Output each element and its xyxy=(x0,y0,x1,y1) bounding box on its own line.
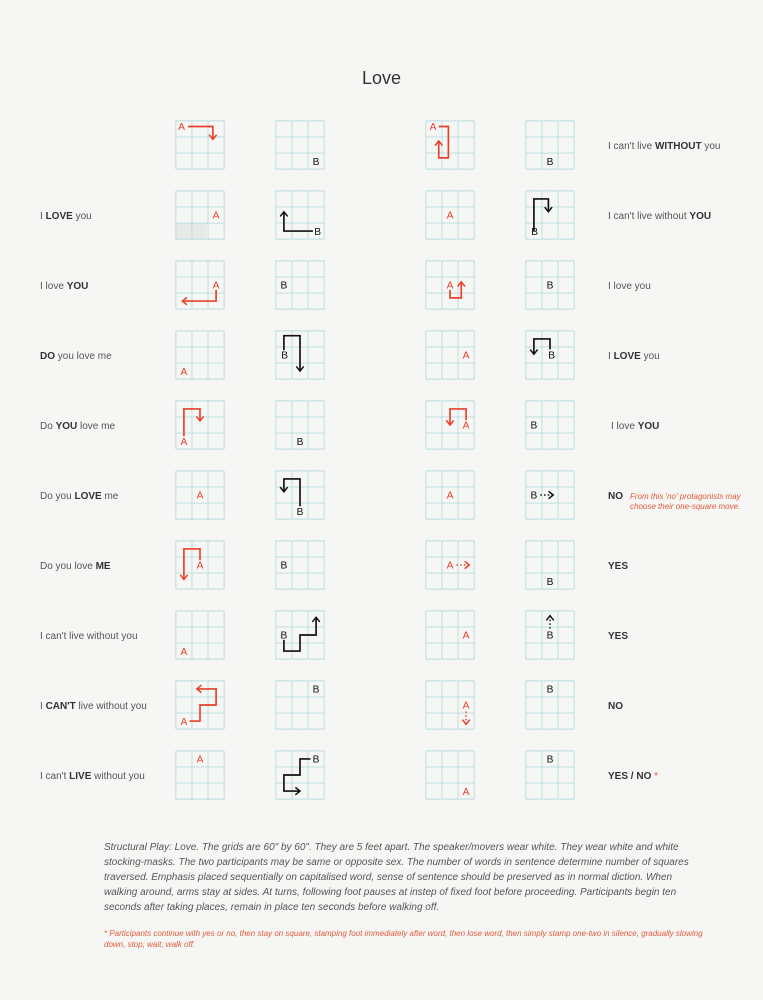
speaker-a-marker: A xyxy=(462,350,470,362)
arrow-head-icon xyxy=(546,616,553,621)
grid-row-1-speaker-b-left xyxy=(274,119,326,171)
grid-row-4-speaker-b-left xyxy=(274,329,326,381)
grid-row-9-speaker-b-left xyxy=(274,679,326,731)
emphasis-word: YOU xyxy=(637,421,660,432)
row-4-left-line xyxy=(40,351,112,362)
grid-row-7-speaker-b-left xyxy=(274,539,326,591)
speaker-a-marker: A xyxy=(180,366,188,378)
row-8-right-line xyxy=(608,631,628,642)
speaker-a-marker: A xyxy=(446,490,454,502)
emphasis-word: YOU xyxy=(689,211,712,222)
grid-row-3-speaker-b-left xyxy=(274,259,326,311)
line-text: I can't xyxy=(40,771,70,782)
speaker-a-marker: A xyxy=(429,122,437,134)
grid-row-8-speaker-a-right xyxy=(424,609,476,661)
speaker-a-marker: A xyxy=(196,560,204,572)
speaker-a-marker: A xyxy=(196,754,204,766)
speaker-a-marker: A xyxy=(180,646,188,658)
row-10-left-line xyxy=(40,771,145,782)
speaker-a-marker: A xyxy=(180,436,188,448)
line-text: me xyxy=(101,491,119,502)
speaker-b-marker: B xyxy=(314,226,322,238)
grid-row-5-speaker-a-right xyxy=(424,399,476,451)
grid-row-10-speaker-a-right xyxy=(424,749,476,801)
arrow-head-icon xyxy=(465,561,470,568)
grid-row-10-speaker-b-right xyxy=(524,749,576,801)
speaker-b-marker: B xyxy=(312,684,320,696)
line-text: you xyxy=(701,141,721,152)
line-text: Do you love xyxy=(40,561,96,572)
grid-row-1-speaker-b-right xyxy=(524,119,576,171)
caption: Structural Play: Love. The grids are 60" by 60". They are 5 feet apart. The speaker/movers wear white. They wear white and white stocking-masks. The two participants may be same or opposite sex. The number of words in sentence determine number of squares traversed. Emphasis placed sequentially on capitalised word, sense of sentence should be preserved as in normal diction. When walking around, arms stay at sides. At turns, following foot pauses at instep of fixed foot before proceeding. Participants begin ten seconds after taking places, remain in place ten seconds before walking off. xyxy=(104,842,689,913)
emphasis-word: LIVE xyxy=(69,771,92,782)
speaker-a-marker: A xyxy=(446,560,454,572)
line-text: love me xyxy=(77,421,116,432)
emphasis-word: YES xyxy=(608,561,629,572)
grid-row-8-speaker-b-right xyxy=(524,609,576,661)
emphasis-word: ME xyxy=(95,561,111,572)
grid-row-9-speaker-b-right xyxy=(524,679,576,731)
row-5-left-line xyxy=(40,421,115,432)
emphasis-word: WITHOUT xyxy=(654,141,702,152)
grid-row-10-speaker-a-left xyxy=(174,749,226,801)
speaker-b-marker: B xyxy=(530,490,538,502)
line-text: Do you xyxy=(40,491,75,502)
path-line xyxy=(284,759,311,791)
emphasis-word: LOVE xyxy=(613,351,641,362)
emphasis-word: YES xyxy=(608,631,629,642)
line-text: live without you xyxy=(75,701,147,712)
footnote: * Participants continue with yes or no, then stay on square, stamping foot immediately after word, then lose word, then simply stamp one-two in silence, gradually slowing down, stop, wait, walk off. xyxy=(104,929,703,949)
speaker-a-marker: A xyxy=(462,420,470,432)
line-text: without you xyxy=(91,771,145,782)
line-text: you love me xyxy=(55,351,112,362)
row-4-right-line xyxy=(608,351,660,362)
grid-row-1-speaker-a-left xyxy=(174,119,226,171)
path-line xyxy=(182,290,216,301)
line-text: I can't live xyxy=(608,141,655,152)
row-9-left-line xyxy=(40,701,147,712)
speaker-b-marker: B xyxy=(548,350,556,362)
speaker-b-marker: B xyxy=(546,754,554,766)
grid-row-6-speaker-b-right xyxy=(524,469,576,521)
grid-row-2-speaker-b-right xyxy=(524,189,576,241)
grid-row-5-speaker-a-left xyxy=(174,399,226,451)
path-line xyxy=(190,689,217,721)
emphasis-word: YOU xyxy=(66,281,89,292)
emphasis-word: NO xyxy=(608,701,623,712)
grid-row-2-speaker-a-left xyxy=(174,189,226,241)
row-3-left-line xyxy=(40,281,88,292)
emphasis-word: CAN'T xyxy=(45,701,76,712)
speaker-b-marker: B xyxy=(296,506,304,518)
row-10-right-line xyxy=(608,771,658,782)
no-move-note: From this 'no' protagonists may choose their one-square move. xyxy=(630,492,741,511)
grid-row-4-speaker-a-left xyxy=(174,329,226,381)
grid-row-4-speaker-a-right xyxy=(424,329,476,381)
line-text: Do xyxy=(40,421,56,432)
emphasis-word: NO xyxy=(608,491,623,502)
line-text: I xyxy=(40,211,46,222)
row-6-left-line xyxy=(40,491,118,502)
speaker-a-marker: A xyxy=(446,210,454,222)
emphasis-word: YOU xyxy=(55,421,78,432)
row-6-right-line xyxy=(608,491,623,502)
row-1-right-line xyxy=(608,141,721,152)
shaded-square xyxy=(176,223,207,239)
speaker-b-marker: B xyxy=(530,420,538,432)
line-text: I love you xyxy=(608,281,651,292)
speaker-b-marker: B xyxy=(280,630,288,642)
row-8-left-line xyxy=(40,631,138,642)
speaker-a-marker: A xyxy=(462,786,470,798)
speaker-b-marker: B xyxy=(281,350,289,362)
grid-row-3-speaker-a-right xyxy=(424,259,476,311)
grid-row-6-speaker-a-left xyxy=(174,469,226,521)
grid-row-1-speaker-a-right xyxy=(424,119,476,171)
speaker-b-marker: B xyxy=(546,280,554,292)
emphasis-word: YES / NO xyxy=(608,771,652,782)
row-2-right-line xyxy=(608,211,711,222)
speaker-b-marker: B xyxy=(296,436,304,448)
grid-row-3-speaker-a-left xyxy=(174,259,226,311)
speaker-b-marker: B xyxy=(531,226,539,238)
grid-row-7-speaker-b-right xyxy=(524,539,576,591)
row-5-right-line xyxy=(611,421,659,432)
line-text: I xyxy=(40,701,46,712)
line-text: I love xyxy=(611,421,638,432)
speaker-a-marker: A xyxy=(446,280,454,292)
grid-row-6-speaker-a-right xyxy=(424,469,476,521)
page-title: Love xyxy=(361,68,402,88)
grid-row-7-speaker-a-left xyxy=(174,539,226,591)
grid-row-3-speaker-b-right xyxy=(524,259,576,311)
speaker-b-marker: B xyxy=(546,576,554,588)
grid-row-9-speaker-a-right xyxy=(424,679,476,731)
line-text: you xyxy=(72,211,92,222)
speaker-b-marker: B xyxy=(280,560,288,572)
grid-row-2-speaker-b-left xyxy=(274,189,326,241)
grid-row-4-speaker-b-right xyxy=(524,329,576,381)
line-text: I can't live without you xyxy=(40,631,138,642)
speaker-b-marker: B xyxy=(280,280,288,292)
speaker-b-marker: B xyxy=(312,156,320,168)
emphasis-word: LOVE xyxy=(45,211,73,222)
emphasis-word: LOVE xyxy=(74,491,102,502)
grid-row-6-speaker-b-left xyxy=(274,469,326,521)
grid-row-8-speaker-b-left xyxy=(274,609,326,661)
grid-row-9-speaker-a-left xyxy=(174,679,226,731)
speaker-b-marker: B xyxy=(546,684,554,696)
speaker-b-marker: B xyxy=(312,754,320,766)
grid-row-2-speaker-a-right xyxy=(424,189,476,241)
arrow-head-icon xyxy=(549,491,554,498)
line-text: I love xyxy=(40,281,67,292)
row-3-right-line xyxy=(608,281,651,292)
speaker-a-marker: A xyxy=(462,700,470,712)
arrow-head-icon xyxy=(462,720,469,725)
speaker-a-marker: A xyxy=(196,490,204,502)
grid-row-5-speaker-b-right xyxy=(524,399,576,451)
speaker-b-marker: B xyxy=(546,630,554,642)
path-line xyxy=(284,617,316,651)
grid-row-10-speaker-b-left xyxy=(274,749,326,801)
speaker-a-marker: A xyxy=(212,280,220,292)
speaker-a-marker: A xyxy=(180,716,188,728)
speaker-a-marker: A xyxy=(212,210,220,222)
row-9-right-line xyxy=(608,701,623,712)
line-text: I xyxy=(608,351,614,362)
line-text: * xyxy=(651,771,659,782)
speaker-a-marker: A xyxy=(462,630,470,642)
grid-row-7-speaker-a-right xyxy=(424,539,476,591)
line-text: you xyxy=(640,351,660,362)
line-text: I can't live without xyxy=(608,211,690,222)
row-7-left-line xyxy=(40,561,111,572)
speaker-a-marker: A xyxy=(178,122,185,134)
row-2-left-line xyxy=(40,211,92,222)
grid-row-8-speaker-a-left xyxy=(174,609,226,661)
row-7-right-line xyxy=(608,561,628,572)
emphasis-word: DO xyxy=(40,351,55,362)
grid-row-5-speaker-b-left xyxy=(274,399,326,451)
path-line xyxy=(284,212,313,231)
speaker-b-marker: B xyxy=(546,156,554,168)
